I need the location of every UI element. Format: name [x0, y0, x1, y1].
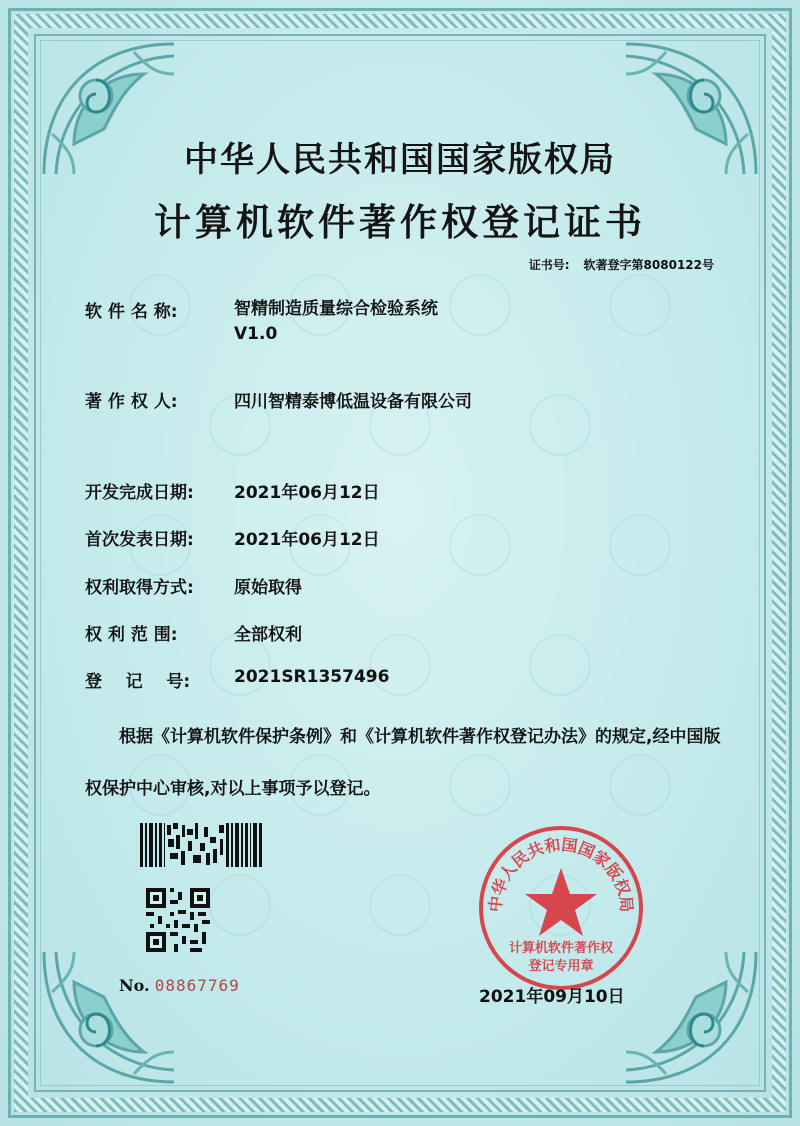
issuing-authority: 中华人民共和国国家版权局	[184, 140, 616, 180]
certificate-number	[529, 256, 714, 273]
qr-code-icon	[146, 888, 210, 952]
issue-date: 2021年09月10日	[479, 987, 625, 1007]
certificate-title: 计算机软件著作权登记证书	[154, 200, 646, 244]
registration-number-label: 登 记 号:	[85, 672, 191, 692]
serial-number-value: 08867769	[154, 976, 240, 995]
certificate-number-value: 软著登字第8080122号	[583, 258, 714, 272]
seal-line-1: 计算机软件著作权	[508, 941, 614, 956]
publication-date-value: 2021年06月12日	[234, 530, 380, 550]
publication-date-label: 首次发表日期:	[85, 530, 194, 550]
serial-number	[119, 976, 240, 995]
acquisition-method-label: 权利取得方式:	[85, 578, 194, 598]
serial-number-label: No.	[119, 976, 150, 995]
software-name-value: 智精制造质量综合检验系统 V1.0	[234, 299, 438, 344]
certificate-number-label: 证书号:	[528, 258, 570, 272]
completion-date-label: 开发完成日期:	[85, 483, 194, 503]
rights-scope-value: 全部权利	[234, 625, 302, 645]
rights-scope-label: 权 利 范 围:	[85, 625, 178, 645]
software-name-label: 软 件 名 称:	[85, 302, 178, 322]
acquisition-method-value: 原始取得	[234, 578, 302, 598]
copyright-owner-label: 著 作 权 人:	[85, 392, 178, 412]
completion-date-value: 2021年06月12日	[234, 483, 380, 503]
statement-paragraph: 根据《计算机软件保护条例》和《计算机软件著作权登记办法》的规定,经中国版权保护中心审核,对以上事项予以登记。	[85, 727, 721, 799]
seal-line-2: 登记专用章	[528, 959, 594, 974]
seal-ring-text: 中华人民共和国国家版权局	[485, 835, 637, 913]
copyright-owner-value: 四川智精泰博低温设备有限公司	[234, 392, 472, 412]
barcode-icon	[140, 823, 262, 867]
official-seal-icon	[475, 822, 647, 994]
registration-number-value: 2021SR1357496	[234, 667, 390, 687]
